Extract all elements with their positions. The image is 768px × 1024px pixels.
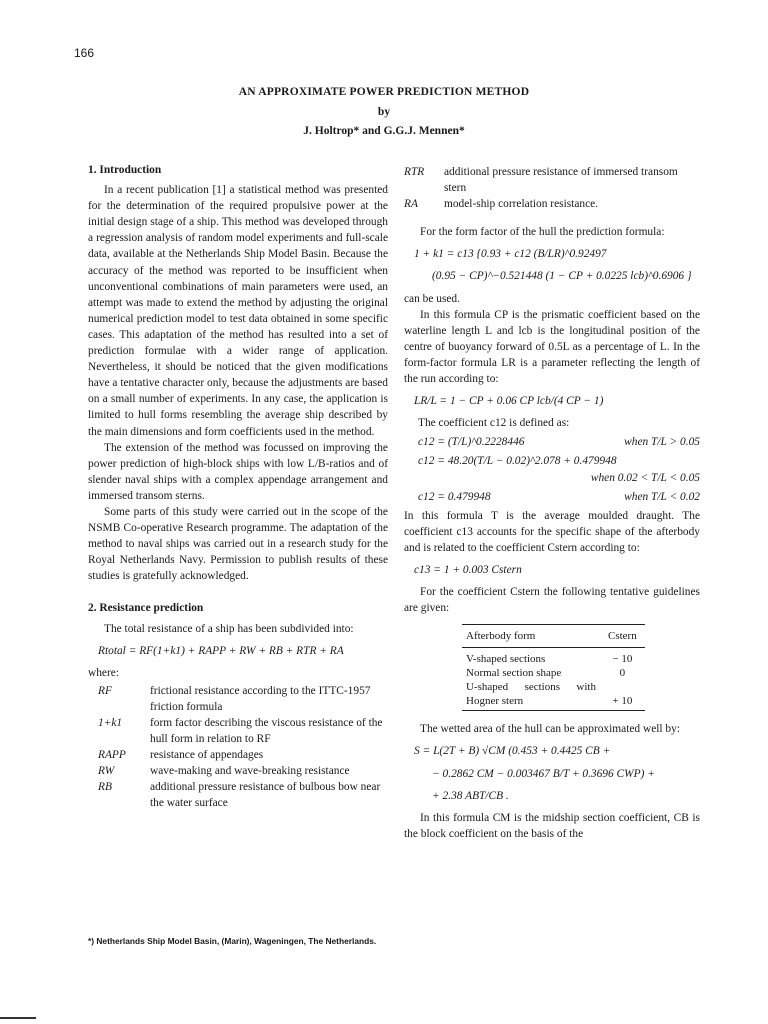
table-header: Cstern bbox=[604, 625, 645, 648]
section-heading-introduction: 1. Introduction bbox=[88, 164, 162, 176]
definition-symbol: RB bbox=[98, 781, 112, 794]
table-cell: V-shaped sections bbox=[466, 653, 546, 666]
table-cell: Normal section shape bbox=[466, 667, 562, 680]
definition-item bbox=[88, 747, 388, 763]
paragraph: In this formula T is the average moulded draught. The coefficient c13 accounts for the specific shape of the afterbody and is related to the coefficient Cstern according to: bbox=[404, 509, 700, 554]
equation-condition: when T/L < 0.02 bbox=[624, 490, 700, 503]
definition-text: frictional resistance according to the ITTC-1957 friction formula bbox=[150, 684, 371, 713]
table-cell: U-shaped sections with Hogner stern bbox=[462, 680, 604, 711]
paragraph: In this formula CM is the midship section coefficient, CB is the block coefficient on the basis of the bbox=[404, 811, 700, 840]
equation-c13: c13 = 1 + 0.003 Cstern bbox=[414, 563, 522, 576]
paragraph: Some parts of this study were carried out in the scope of the NSMB Co-operative Research programme. The adaptation of the method to naval ships was carried out in a research study for the Royal Netherlands Navy. Permission to publish results of these studies is gratefully acknowledged. bbox=[88, 505, 388, 583]
equation-run-length: LR/L = 1 − CP + 0.06 CP lcb/(4 CP − 1) bbox=[414, 395, 604, 408]
equation-c12-case1 bbox=[404, 434, 700, 450]
where-label: where: bbox=[88, 666, 119, 679]
equation-condition: when 0.02 < T/L < 0.05 bbox=[590, 471, 700, 484]
paragraph: In this formula CP is the prismatic coefficient based on the waterline length L and lcb is the longitudinal position of the centre of buoyancy forward of 0.5L as a percentage of L. In the form-factor formula LR is a parameter reflecting the length of the run according to: bbox=[404, 308, 700, 386]
table-header-row bbox=[462, 625, 645, 648]
equation-wetted-area-line2: − 0.2862 CM − 0.003467 B/T + 0.3696 CWP) + bbox=[432, 767, 655, 780]
table-cell: + 10 bbox=[604, 680, 645, 711]
equation-wetted-area-line3: + 2.38 ABT/CB . bbox=[432, 789, 509, 802]
table-row bbox=[462, 666, 645, 680]
definition-text: resistance of appendages bbox=[150, 749, 264, 762]
paragraph: The extension of the method was focussed on improving the power prediction of high-block ships with low L/B-ratios and of slender naval ships with a complex appendage arrangement and immersed transom sterns. bbox=[88, 441, 388, 502]
paragraph: The coefficient c12 is defined as: bbox=[418, 417, 570, 430]
table-header: Afterbody form bbox=[462, 625, 604, 648]
definition-text: additional pressure resistance of immersed transom stern bbox=[444, 166, 678, 195]
equation-form-factor-line2: (0.95 − CP)^−0.521448 (1 − CP + 0.0225 lcb)^0.6906 } bbox=[432, 270, 692, 283]
equation-condition: when T/L > 0.05 bbox=[624, 436, 700, 449]
table-cell: 0 bbox=[619, 667, 626, 680]
definition-item bbox=[88, 715, 388, 747]
definition-text: wave-making and wave-breaking resistance bbox=[150, 765, 350, 778]
definition-symbol: RF bbox=[98, 684, 112, 697]
definition-item bbox=[88, 683, 388, 715]
definition-text: model-ship correlation resistance. bbox=[444, 198, 599, 211]
equation-form-factor-line1: 1 + k1 = c13 {0.93 + c12 (B/LR)^0.92497 bbox=[414, 248, 607, 261]
paragraph: For the coefficient Cstern the following tentative guidelines are given: bbox=[404, 586, 700, 615]
scan-edge-mark bbox=[0, 1017, 36, 1019]
authors: J. Holtrop* and G.G.J. Mennen* bbox=[303, 125, 465, 137]
paragraph: can be used. bbox=[404, 292, 460, 305]
definition-symbol: RA bbox=[404, 198, 418, 211]
paragraph: The wetted area of the hull can be approximated well by: bbox=[420, 723, 680, 736]
definition-symbol: RTR bbox=[404, 166, 425, 178]
equation-c12-case2 bbox=[404, 453, 700, 485]
by-line: by bbox=[377, 106, 391, 118]
equation: c12 = 48.20(T/L − 0.02)^2.078 + 0.479948 bbox=[418, 455, 617, 468]
table-row bbox=[462, 648, 645, 667]
definition-list bbox=[88, 683, 388, 812]
paragraph: In a recent publication [1] a statistical method was presented for the determination of the required propulsive power at the initial design stage of a ship. This method was developed through a regression analysis of random model experiments and full-scale data, available at the Netherlands Ship Model Basin. Because the accuracy of the method was reported to be insufficient when unconventional combinations of main parameters were used, an attempt was made to extend the method by adjusting the original numerical prediction model to test data obtained in some specific cases. This adaptation of the method has resulted into a set of prediction formulae with a wider range of application. Nevertheless, it should be noticed that the given modifications have a tentative character only, because the adjustments are based on a small number of experiments. In any case, the application is limited to hull forms resembling the average ship described by the main dimensions and form coefficients used in the method. bbox=[88, 184, 388, 438]
footnote: *) Netherlands Ship Model Basin, (Marin), Wageningen, The Netherlands. bbox=[88, 936, 377, 946]
definition-list bbox=[404, 164, 700, 212]
left-column bbox=[88, 162, 388, 814]
definition-symbol: RW bbox=[98, 765, 115, 778]
right-column bbox=[404, 162, 700, 842]
section-heading-resistance: 2. Resistance prediction bbox=[88, 602, 204, 615]
equation-total-resistance: Rtotal = RF(1+k1) + RAPP + RW + RB + RTR + RA bbox=[98, 644, 344, 657]
definition-text: form factor describing the viscous resistance of the hull form in relation to RF bbox=[150, 717, 383, 746]
definition-item bbox=[88, 763, 388, 779]
definition-item bbox=[404, 196, 700, 212]
equation: c12 = 0.479948 bbox=[418, 490, 491, 503]
definition-item bbox=[404, 164, 700, 196]
equation-c12-case3 bbox=[404, 489, 700, 505]
definition-item bbox=[88, 779, 388, 811]
definition-symbol: RAPP bbox=[98, 749, 126, 762]
page-number: 166 bbox=[74, 46, 95, 60]
definition-text: additional pressure resistance of bulbous bow near the water surface bbox=[150, 781, 381, 810]
table-cell: − 10 bbox=[612, 653, 633, 666]
equation: c12 = (T/L)^0.2228446 bbox=[418, 436, 525, 449]
definition-symbol: 1+k1 bbox=[98, 717, 123, 729]
paper-title: AN APPROXIMATE POWER PREDICTION METHOD bbox=[238, 86, 530, 98]
paragraph: The total resistance of a ship has been subdivided into: bbox=[104, 622, 354, 635]
paragraph: For the form factor of the hull the prediction formula: bbox=[420, 226, 665, 239]
afterbody-table bbox=[462, 624, 645, 711]
equation-wetted-area-line1: S = L(2T + B) √CM (0.453 + 0.4425 CB + bbox=[414, 745, 611, 758]
table-row bbox=[462, 680, 645, 711]
